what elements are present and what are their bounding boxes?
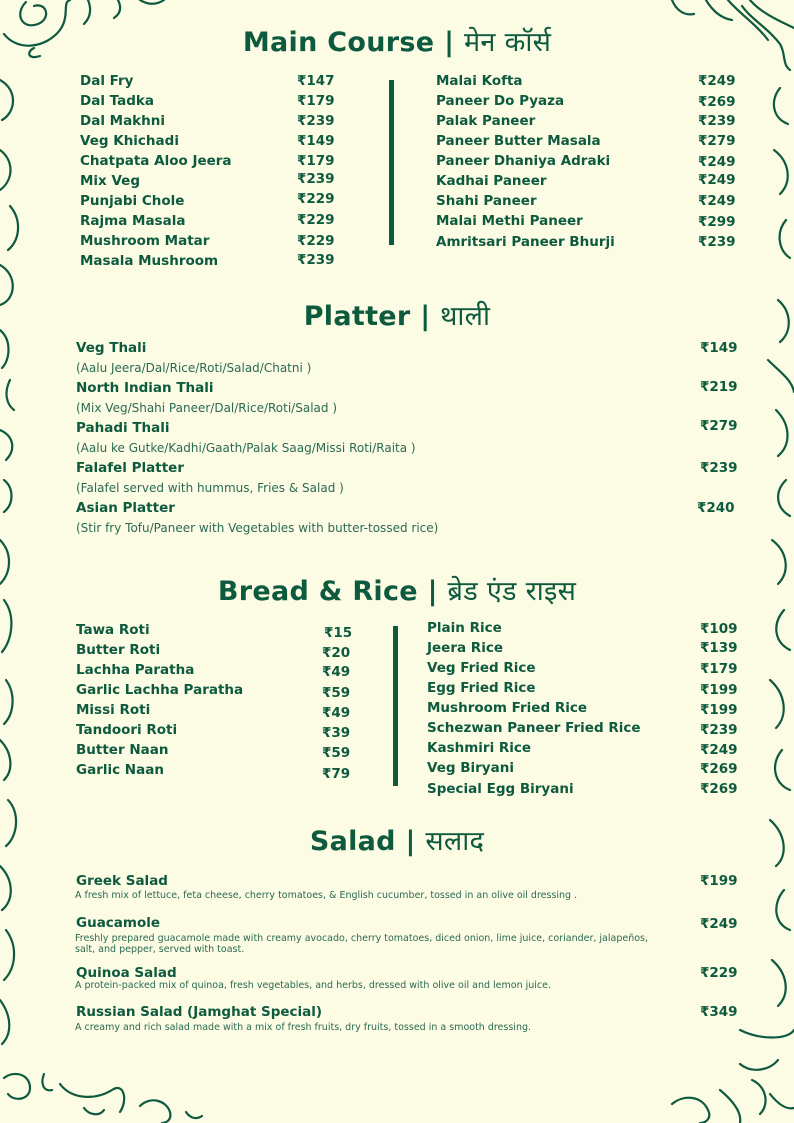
menu-price: ₹299 bbox=[698, 214, 736, 230]
menu-item: Egg Fried Rice bbox=[427, 680, 536, 696]
menu-item: Tawa Roti bbox=[76, 622, 150, 638]
menu-price: ₹179 bbox=[297, 153, 335, 169]
salad-price: ₹249 bbox=[700, 916, 738, 932]
salad-item: Guacamole bbox=[76, 915, 161, 931]
platter-item: North Indian Thali bbox=[76, 380, 214, 396]
platter-price: ₹239 bbox=[700, 460, 738, 476]
platter-price: ₹219 bbox=[700, 379, 738, 395]
menu-price: ₹269 bbox=[698, 94, 736, 110]
salad-heading bbox=[0, 821, 794, 858]
menu-item: Chatpata Aloo Jeera bbox=[80, 153, 232, 169]
platter-item: Veg Thali bbox=[76, 340, 147, 356]
menu-item: Garlic Naan bbox=[76, 762, 164, 778]
menu-price: ₹109 bbox=[700, 621, 738, 637]
bread-rice-heading bbox=[0, 571, 794, 608]
menu-item: Malai Kofta bbox=[436, 73, 523, 89]
heading-separator: | bbox=[427, 576, 438, 607]
menu-price: ₹15 bbox=[324, 625, 353, 641]
salad-price: ₹349 bbox=[700, 1004, 738, 1020]
menu-item: Veg Biryani bbox=[427, 760, 514, 776]
menu-item: Dal Tadka bbox=[80, 93, 154, 109]
platter-description: (Aalu ke Gutke/Kadhi/Gaath/Palak Saag/Missi Roti/Raita ) bbox=[76, 441, 416, 455]
menu-price: ₹269 bbox=[700, 781, 738, 797]
main-course-title-hindi: मेन कॉर्स bbox=[463, 27, 552, 58]
menu-item: Malai Methi Paneer bbox=[436, 213, 583, 229]
menu-price: ₹249 bbox=[700, 742, 738, 758]
salad-description: A protein-packed mix of quinoa, fresh vegetables, and herbs, dressed with olive oil and lemon juice. bbox=[75, 980, 551, 991]
platter-title: Platter bbox=[303, 301, 411, 332]
menu-item: Kashmiri Rice bbox=[427, 740, 532, 756]
main-course-title: Main Course bbox=[242, 27, 435, 58]
menu-item: Plain Rice bbox=[427, 620, 502, 636]
bread-rice-title-hindi: ब्रेड एंड राइस bbox=[447, 576, 577, 607]
menu-item: Paneer Dhaniya Adraki bbox=[436, 153, 611, 169]
platter-heading bbox=[0, 296, 794, 333]
main-course-heading bbox=[0, 22, 794, 59]
menu-price: ₹147 bbox=[297, 73, 335, 89]
menu-price: ₹239 bbox=[698, 113, 736, 129]
menu-item: Garlic Lachha Paratha bbox=[76, 682, 244, 698]
platter-price: ₹149 bbox=[700, 340, 738, 356]
menu-price: ₹59 bbox=[322, 685, 351, 701]
menu-item: Mushroom Fried Rice bbox=[427, 700, 588, 716]
menu-price: ₹179 bbox=[700, 661, 738, 677]
salad-price: ₹229 bbox=[700, 965, 738, 981]
menu-item: Shahi Paneer bbox=[436, 193, 537, 209]
menu-item: Paneer Butter Masala bbox=[436, 133, 601, 149]
salad-item: Greek Salad bbox=[76, 873, 168, 889]
menu-price: ₹249 bbox=[698, 193, 736, 209]
menu-price: ₹229 bbox=[297, 233, 335, 249]
menu-price: ₹249 bbox=[698, 172, 736, 188]
platter-title-hindi: थाली bbox=[440, 301, 491, 332]
salad-item: Quinoa Salad bbox=[76, 965, 177, 981]
menu-item: Punjabi Chole bbox=[80, 193, 185, 209]
salad-price: ₹199 bbox=[700, 873, 738, 889]
platter-description: (Mix Veg/Shahi Paneer/Dal/Rice/Roti/Salad ) bbox=[76, 401, 337, 415]
menu-price: ₹239 bbox=[700, 722, 738, 738]
menu-price: ₹239 bbox=[698, 234, 736, 250]
menu-item: Missi Roti bbox=[76, 702, 151, 718]
platter-description: (Falafel served with hummus, Fries & Salad ) bbox=[76, 481, 344, 495]
menu-price: ₹39 bbox=[322, 725, 351, 741]
menu-price: ₹239 bbox=[297, 252, 335, 268]
menu-price: ₹239 bbox=[297, 113, 335, 129]
platter-item: Pahadi Thali bbox=[76, 420, 170, 436]
platter-item: Falafel Platter bbox=[76, 460, 184, 476]
menu-item: Palak Paneer bbox=[436, 113, 536, 129]
salad-title: Salad bbox=[309, 826, 396, 857]
menu-price: ₹79 bbox=[322, 766, 351, 782]
heading-separator: | bbox=[405, 826, 416, 857]
platter-price: ₹279 bbox=[700, 418, 738, 434]
menu-price: ₹179 bbox=[297, 93, 335, 109]
menu-item: Veg Fried Rice bbox=[427, 660, 536, 676]
heading-separator: | bbox=[420, 301, 431, 332]
menu-price: ₹20 bbox=[322, 645, 351, 661]
menu-price: ₹49 bbox=[322, 664, 351, 680]
platter-description: (Aalu Jeera/Dal/Rice/Roti/Salad/Chatni ) bbox=[76, 361, 312, 375]
menu-item: Mushroom Matar bbox=[80, 233, 210, 249]
menu-price: ₹149 bbox=[297, 133, 335, 149]
menu-item: Amritsari Paneer Bhurji bbox=[436, 234, 615, 250]
menu-item: Paneer Do Pyaza bbox=[436, 93, 565, 109]
column-divider bbox=[393, 626, 398, 786]
menu-item: Veg Khichadi bbox=[80, 133, 179, 149]
menu-item: Lachha Paratha bbox=[76, 662, 195, 678]
menu-item: Masala Mushroom bbox=[80, 253, 219, 269]
menu-price: ₹49 bbox=[322, 705, 351, 721]
menu-price: ₹199 bbox=[700, 702, 738, 718]
menu-item: Schezwan Paneer Fried Rice bbox=[427, 720, 641, 736]
menu-item: Rajma Masala bbox=[80, 213, 186, 229]
menu-price: ₹249 bbox=[698, 154, 736, 170]
menu-price: ₹279 bbox=[698, 133, 736, 149]
menu-price: ₹269 bbox=[700, 761, 738, 777]
column-divider bbox=[389, 80, 394, 245]
salad-item: Russian Salad (Jamghat Special) bbox=[76, 1004, 323, 1020]
menu-price: ₹229 bbox=[297, 191, 335, 207]
heading-separator: | bbox=[444, 27, 455, 58]
menu-price: ₹229 bbox=[297, 212, 335, 228]
platter-item: Asian Platter bbox=[76, 500, 175, 516]
menu-item: Butter Naan bbox=[76, 742, 169, 758]
menu-item: Jeera Rice bbox=[427, 640, 503, 656]
menu-item: Dal Makhni bbox=[80, 113, 166, 129]
menu-item: Tandoori Roti bbox=[76, 722, 178, 738]
menu-item: Dal Fry bbox=[80, 73, 134, 89]
menu-price: ₹59 bbox=[322, 745, 351, 761]
menu-item: Mix Veg bbox=[80, 173, 140, 189]
bread-rice-title: Bread & Rice bbox=[217, 576, 418, 607]
menu-item: Special Egg Biryani bbox=[427, 781, 574, 797]
salad-description: Freshly prepared guacamole made with creamy avocado, cherry tomatoes, diced onion, lime juice, coriander, jalapeños, salt, and pepper, served with toast. bbox=[75, 933, 649, 955]
menu-price: ₹239 bbox=[297, 171, 335, 187]
salad-description: A fresh mix of lettuce, feta cheese, cherry tomatoes, & English cucumber, tossed in an olive oil dressing . bbox=[75, 890, 578, 901]
menu-item: Kadhai Paneer bbox=[436, 173, 547, 189]
platter-description: (Stir fry Tofu/Paneer with Vegetables with butter-tossed rice) bbox=[76, 521, 439, 535]
menu-item: Butter Roti bbox=[76, 642, 161, 658]
menu-price: ₹199 bbox=[700, 682, 738, 698]
menu-price: ₹139 bbox=[700, 640, 738, 656]
salad-title-hindi: सलाद bbox=[425, 826, 485, 857]
platter-price: ₹240 bbox=[697, 500, 735, 516]
menu-price: ₹249 bbox=[698, 73, 736, 89]
salad-description: A creamy and rich salad made with a mix of fresh fruits, dry fruits, tossed in a smooth dressing. bbox=[75, 1022, 532, 1033]
